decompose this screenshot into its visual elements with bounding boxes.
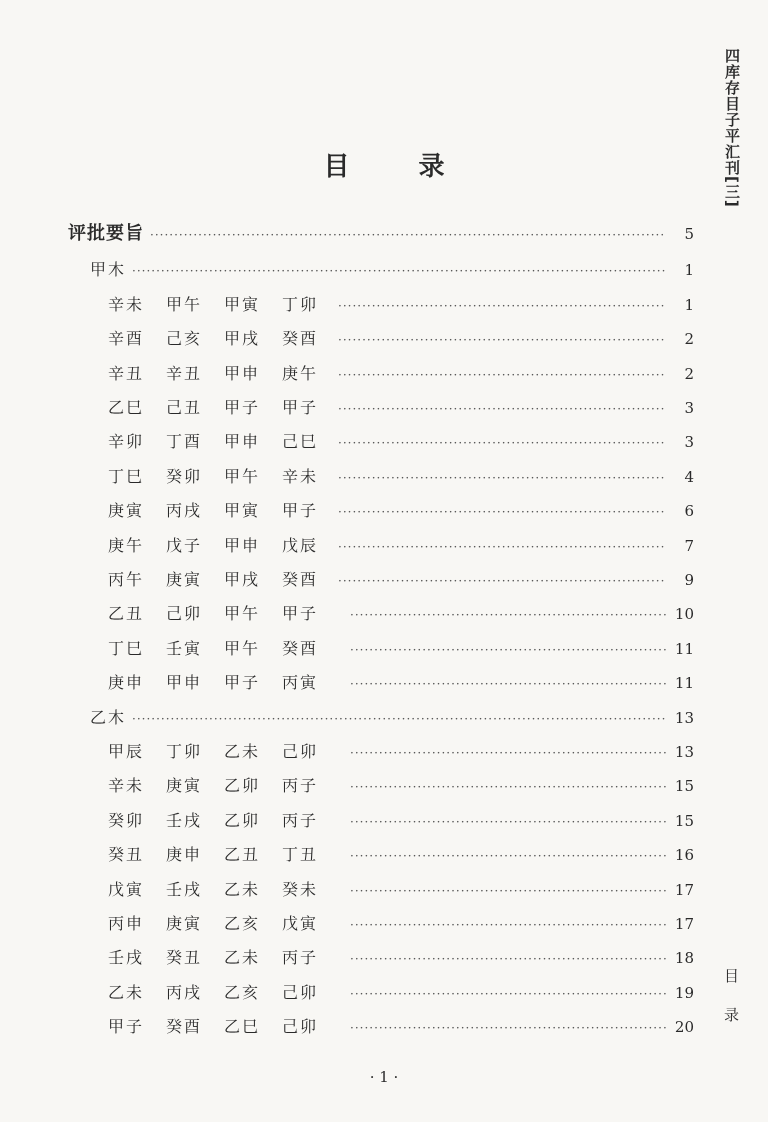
pillar-text: 乙未 (224, 742, 261, 761)
leader-dots (350, 1014, 666, 1042)
pillar-text: 丙午 (108, 570, 145, 589)
toc-entry[interactable] (108, 669, 694, 697)
toc-entry[interactable] (108, 428, 694, 456)
pillar-text: 甲申 (224, 535, 261, 555)
toc-entry[interactable] (108, 772, 694, 800)
pillar-text: 壬戌 (166, 810, 203, 830)
group-label: 甲木 (90, 260, 127, 280)
leader-dots (350, 670, 666, 698)
leader-dots (350, 739, 666, 767)
page-ref: 1 (684, 295, 694, 314)
page-title: 目 录 (323, 152, 475, 182)
leader-dots (338, 464, 666, 492)
entry-pillars (108, 669, 332, 697)
page-ref: 15 (674, 811, 694, 830)
entry-pillars (108, 807, 332, 835)
pillar-text: 辛酉 (108, 329, 145, 349)
pillar-text: 乙丑 (108, 604, 145, 624)
pillar-text: 己丑 (166, 398, 203, 417)
pillar-text: 甲子 (282, 604, 319, 624)
leader-dots (338, 567, 666, 595)
page-ref: 11 (674, 674, 694, 693)
pillar-text: 癸丑 (108, 845, 145, 865)
pillar-text: 丙戌 (166, 982, 203, 1002)
toc-entry[interactable] (108, 566, 694, 594)
side-book-title: 四库存目子平汇刊[三] (723, 48, 741, 208)
pillar-text: 辛丑 (108, 363, 145, 383)
page-ref: 4 (684, 467, 694, 486)
pillar-text: 己巳 (282, 432, 319, 452)
page-ref: 7 (684, 536, 694, 555)
toc-entry[interactable] (108, 291, 694, 319)
pillar-text: 癸卯 (108, 810, 145, 830)
leader-dots (338, 361, 666, 389)
pillar-text: 丁丑 (282, 845, 319, 865)
page-ref: 2 (684, 364, 694, 383)
page-number: · 1 · (369, 1068, 399, 1086)
toc-entry[interactable] (108, 394, 694, 422)
page-ref: 9 (684, 571, 694, 589)
pillar-text: 乙巳 (108, 398, 145, 417)
section-label: 评批要旨 (68, 223, 144, 244)
entry-pillars (108, 394, 332, 422)
pillar-text: 壬寅 (166, 638, 203, 658)
pillar-text: 庚寅 (166, 776, 203, 796)
entry-pillars (108, 635, 332, 663)
leader-dots (350, 877, 666, 905)
entry-pillars (108, 910, 332, 938)
pillar-text: 癸卯 (166, 466, 203, 486)
page-ref: 13 (674, 743, 694, 761)
toc-entry[interactable] (108, 360, 694, 388)
toc-entry[interactable] (108, 463, 694, 491)
pillar-text: 己卯 (166, 604, 203, 624)
pillar-text: 壬戌 (108, 948, 145, 968)
toc-section[interactable] (68, 220, 694, 248)
entry-pillars (108, 291, 332, 319)
pillar-text: 庚寅 (166, 914, 203, 933)
leader-dots (132, 705, 666, 733)
pillar-text: 乙亥 (224, 982, 261, 1002)
toc-entry[interactable] (108, 532, 694, 560)
leader-dots (338, 395, 666, 423)
leader-dots (338, 292, 666, 320)
entry-pillars (108, 463, 332, 491)
pillar-text: 丁卯 (166, 742, 203, 761)
pillar-text: 辛未 (108, 294, 145, 314)
pillar-text: 庚午 (282, 363, 319, 383)
entry-pillars (108, 944, 332, 972)
pillar-text: 丙子 (282, 948, 319, 968)
pillar-text: 甲申 (224, 363, 261, 383)
page-ref: 1 (684, 261, 694, 280)
toc-group[interactable] (90, 256, 694, 284)
pillar-text: 丙寅 (282, 673, 319, 693)
pillar-text: 癸未 (282, 879, 319, 899)
pillar-text: 辛未 (108, 776, 145, 796)
entry-pillars (108, 841, 332, 869)
page-ref: 19 (674, 983, 694, 1002)
pillar-text: 乙卯 (224, 810, 261, 830)
leader-dots (350, 945, 666, 973)
entry-pillars (108, 360, 332, 388)
page-ref: 15 (674, 777, 694, 796)
pillar-text: 甲午 (224, 604, 261, 624)
page-ref: 20 (674, 1018, 694, 1037)
leader-dots (350, 636, 666, 664)
entry-pillars (108, 600, 332, 628)
pillar-text: 己卯 (282, 1017, 319, 1037)
leader-dots (350, 601, 666, 629)
leader-dots (150, 221, 666, 249)
pillar-text: 乙未 (108, 982, 145, 1002)
pillar-text: 甲子 (282, 398, 319, 417)
leader-dots (350, 773, 666, 801)
pillar-text: 丁巳 (108, 638, 145, 658)
pillar-text: 丁酉 (166, 432, 203, 452)
leader-dots (350, 808, 666, 836)
page-ref: 5 (684, 225, 694, 243)
pillar-text: 庚申 (166, 845, 203, 865)
entry-pillars (108, 738, 332, 766)
pillar-text: 己亥 (166, 329, 203, 349)
pillar-text: 甲子 (282, 501, 319, 521)
leader-dots (338, 533, 666, 561)
pillar-text: 甲戌 (224, 329, 261, 349)
pillar-text: 庚寅 (108, 501, 145, 521)
pillar-text: 乙卯 (224, 776, 261, 796)
pillar-text: 壬戌 (166, 879, 203, 899)
page-ref: 3 (684, 399, 694, 417)
page-ref: 18 (674, 949, 694, 968)
toc-entry[interactable] (108, 325, 694, 353)
pillar-text: 戊寅 (108, 879, 145, 899)
pillar-text: 甲寅 (224, 294, 261, 314)
entry-pillars (108, 566, 332, 594)
entry-pillars (108, 497, 332, 525)
pillar-text: 庚午 (108, 535, 145, 555)
toc-entry[interactable] (108, 841, 694, 869)
pillar-text: 甲午 (224, 466, 261, 486)
pillar-text: 甲申 (166, 673, 203, 693)
entry-pillars (108, 876, 332, 904)
pillar-text: 丙戌 (166, 501, 203, 521)
pillar-text: 甲午 (224, 638, 261, 658)
page-ref: 17 (674, 915, 694, 933)
pillar-text: 甲戌 (224, 570, 261, 589)
page-ref: 2 (684, 330, 694, 349)
pillar-text: 甲寅 (224, 501, 261, 521)
pillar-text: 癸酉 (282, 570, 319, 589)
pillar-text: 己卯 (282, 982, 319, 1002)
toc-entry[interactable] (108, 1013, 694, 1041)
toc-entry[interactable] (108, 497, 694, 525)
leader-dots (132, 257, 666, 285)
pillar-text: 甲申 (224, 432, 261, 452)
pillar-text: 甲午 (166, 294, 203, 314)
leader-dots (350, 911, 666, 939)
page-ref: 10 (674, 605, 694, 624)
entry-pillars (108, 325, 332, 353)
leader-dots (350, 980, 666, 1008)
leader-dots (338, 326, 666, 354)
pillar-text: 癸丑 (166, 948, 203, 968)
pillar-text: 丁巳 (108, 466, 145, 486)
pillar-text: 乙巳 (224, 1017, 261, 1037)
pillar-text: 癸酉 (282, 638, 319, 658)
pillar-text: 丙子 (282, 810, 319, 830)
toc-entry[interactable] (108, 910, 694, 938)
pillar-text: 庚申 (108, 673, 145, 693)
pillar-text: 甲子 (224, 398, 261, 417)
pillar-text: 庚寅 (166, 570, 203, 589)
page-ref: 17 (674, 880, 694, 899)
pillar-text: 乙未 (224, 879, 261, 899)
page-ref: 13 (674, 708, 694, 727)
pillar-text: 丁卯 (282, 294, 319, 314)
pillar-text: 甲子 (224, 673, 261, 693)
pillar-text: 乙未 (224, 948, 261, 968)
page-ref: 3 (684, 433, 694, 452)
entry-pillars (108, 1013, 332, 1041)
side-section-label: 目录 (722, 968, 740, 1046)
pillar-text: 戊寅 (282, 914, 319, 933)
page-ref: 11 (674, 639, 694, 658)
pillar-text: 辛卯 (108, 432, 145, 452)
leader-dots (338, 429, 666, 457)
pillar-text: 丙子 (282, 776, 319, 796)
toc-entry[interactable] (108, 738, 694, 766)
leader-dots (350, 842, 666, 870)
pillar-text: 甲辰 (108, 742, 145, 761)
toc-entry[interactable] (108, 807, 694, 835)
toc-group[interactable] (90, 704, 694, 732)
toc-entry[interactable] (108, 600, 694, 628)
page-ref: 6 (684, 502, 694, 521)
pillar-text: 丙申 (108, 914, 145, 933)
pillar-text: 乙亥 (224, 914, 261, 933)
pillar-text: 戊辰 (282, 535, 319, 555)
entry-pillars (108, 532, 332, 560)
pillar-text: 戊子 (166, 535, 203, 555)
toc-entry[interactable] (108, 944, 694, 972)
toc-entry[interactable] (108, 876, 694, 904)
entry-pillars (108, 979, 332, 1007)
pillar-text: 辛未 (282, 466, 319, 486)
pillar-text: 癸酉 (166, 1017, 203, 1037)
group-label: 乙木 (90, 707, 127, 727)
toc-entry[interactable] (108, 635, 694, 663)
pillar-text: 甲子 (108, 1017, 145, 1037)
pillar-text: 辛丑 (166, 363, 203, 383)
pillar-text: 己卯 (282, 742, 319, 761)
entry-pillars (108, 772, 332, 800)
pillar-text: 癸酉 (282, 329, 319, 349)
page-ref: 16 (674, 846, 694, 865)
leader-dots (338, 498, 666, 526)
entry-pillars (108, 428, 332, 456)
pillar-text: 乙丑 (224, 845, 261, 865)
toc-entry[interactable] (108, 979, 694, 1007)
